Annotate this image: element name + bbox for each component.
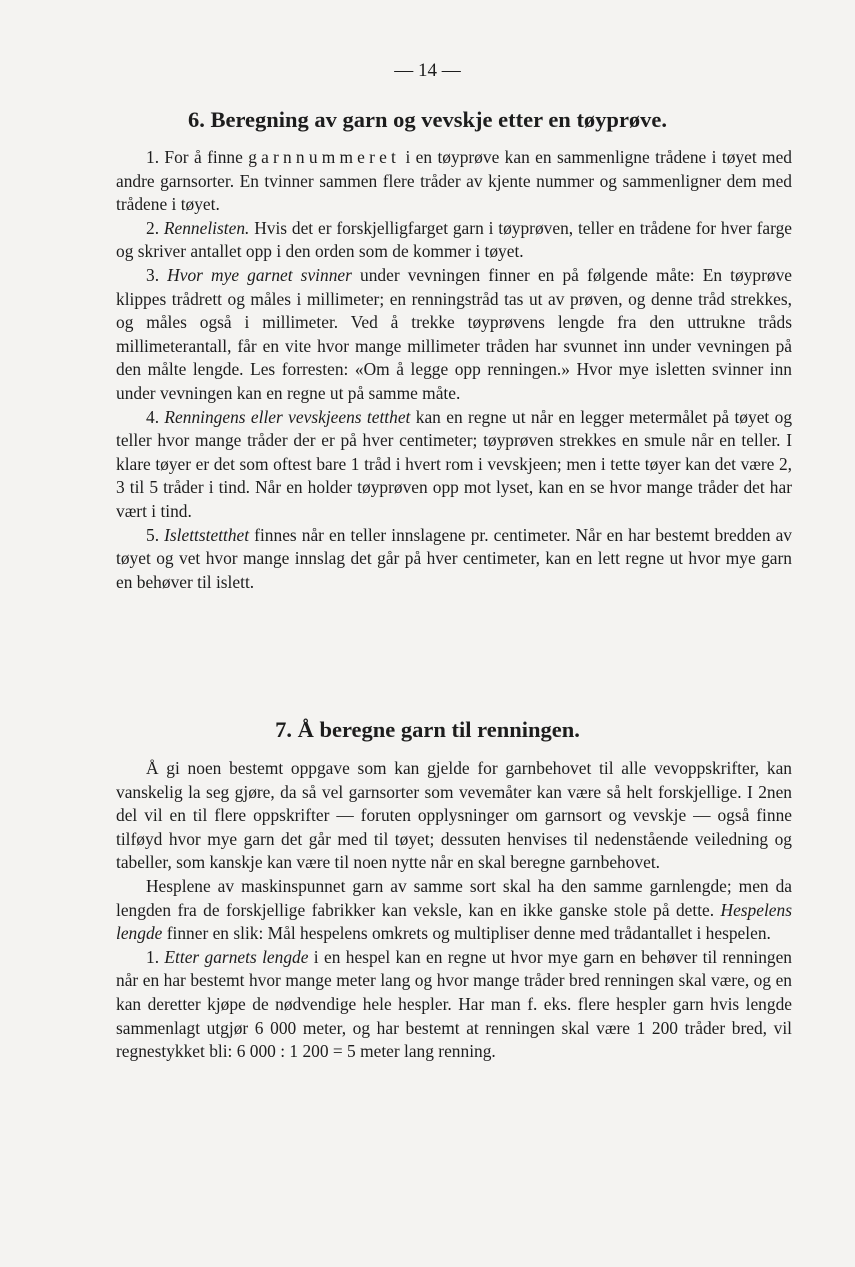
paragraph-6-1 <box>116 146 792 217</box>
paragraph-6-1-text: i en tøyprøve kan en sammenligne trådene i tøyet med andre garnsorter. En tvinner sammen flere tråder av kjente nummer og sammenligner dem med trådene i tøyet. <box>116 147 793 215</box>
section-7-heading: 7. Å beregne garn til renningen. <box>275 717 580 742</box>
paragraph-6-4 <box>116 406 792 524</box>
paragraph-6-3 <box>116 264 792 406</box>
paragraph-7-1-text: Å gi noen bestemt oppgave som kan gjelde for garnbehovet til alle vevoppskrifter, kan vanskelig la seg gjøre, da så vel garnsorter som vevemåter kan være så helt forskjellige. I 2nen del vil en til flere oppskrifter — foruten opplysninger om garnsort og vevskje — også finne tilføyd hvor mye garn det går med til tøyet; dessuten henvises til nedenstående veiledning og tabeller, som kanskje kan være til noen nytte når en skal beregne garnbehovet. <box>116 758 792 873</box>
paragraph-6-3-text: under vevningen finner en på følgende måte: En tøyprøve klippes trådrett og måles i millimeter; en renningstråd tas ut av prøven, og denne tråd strekkes, og måles også i millimeter. Ved å trekke tøyprøvens lengde fra den uttrukne tråds millimeterantall, får en vite hvor mange millimeter tråden har svunnet inn under vevningen på den målte lengde. Les forresten: «Om å legge opp renningen.» Hvor mye isletten svinner inn under vevningen kan en regne ut på samme måte. <box>116 264 793 403</box>
paragraph-7-2 <box>116 875 792 946</box>
paragraph-7-3-term: Etter garnets lengde <box>164 946 309 967</box>
paragraph-7-3-number: 1. <box>146 946 165 967</box>
paragraph-6-2 <box>116 217 792 264</box>
paragraph-6-1-spaced-term: garnnummeret <box>248 147 401 167</box>
paragraph-6-3-number: 3. <box>146 264 168 285</box>
paragraph-6-5-text: finnes når en teller innslagene pr. centimeter. Når en har bestemt bredden av tøyet og vet hvor mange innslag det går på hver centimeter, kan en lett regne ut hvor mye garn en behøver til islett. <box>116 524 792 592</box>
paragraph-6-4-text: kan en regne ut når en legger metermålet på tøyet og teller hvor mange tråder der er på hver centimeter; tøyprøven strekkes en smule når en teller. I klare tøyer er det som oftest bare 1 tråd i hvert rom i vevskjeen; men i tette tøyer kan det være 2, 3 til 5 tråder i tind. Når en holder tøyprøven opp mot lyset, kan en se hvor mange tråder det har vært i tind. <box>116 406 793 521</box>
paragraph-7-3-text: i en hespel kan en regne ut hvor mye garn en behøver til renningen når en har bestemt hvor mange meter lang og hvor mange tråder bred renningen skal være, og en kan deretter kjøpe de nødvendige hele hespler. Har man f. eks. flere hespler garn hvis lengde sammenlagt utgjør 6 000 meter, og har bestemt at renningen skal være 1 200 tråder bred, vil regnestykket bli: 6 000 : 1 200 = 5 meter lang renning. <box>116 946 793 1062</box>
page-number: — 14 — <box>394 60 461 81</box>
paragraph-6-1-prefix: 1. For å finne <box>146 147 249 167</box>
paragraph-6-2-term: Rennelisten. <box>163 217 250 238</box>
paragraph-6-2-number: 2. <box>146 217 164 238</box>
paragraph-6-5-term: Islettstetthet <box>164 524 250 545</box>
section-6-body <box>116 146 792 594</box>
paragraph-7-2-term: Hespelens lengde <box>116 899 792 944</box>
paragraph-6-5 <box>116 524 792 595</box>
section-7-body <box>116 757 792 1064</box>
paragraph-6-4-term: Renningens eller vevskjeens tetthet <box>164 406 411 427</box>
paragraph-7-3 <box>116 946 792 1064</box>
paragraph-7-2-text: Hesplene av maskinspunnet garn av samme sort skal ha den samme garnlengde; men da lengden fra de forskjellige fabrikker kan veksle, kan en ikke ganske stole på dette. <box>116 875 792 920</box>
paragraph-6-4-number: 4. <box>146 406 165 427</box>
section-6-heading: 6. Beregning av garn og vevskje etter en tøyprøve. <box>187 107 668 132</box>
paragraph-7-1 <box>116 757 792 875</box>
paragraph-6-2-text: Hvis det er forskjelligfarget garn i tøyprøven, teller en trådene for hver farge og skriver antallet opp i den orden som de kommer i tøyet. <box>116 217 793 262</box>
paragraph-7-2-text-end: finner en slik: Mål hespelens omkrets og multipliser denne med trådantallet i hespelen. <box>162 923 771 944</box>
paragraph-6-5-number: 5. <box>146 524 165 545</box>
paragraph-6-3-term: Hvor mye garnet svinner <box>167 264 352 285</box>
